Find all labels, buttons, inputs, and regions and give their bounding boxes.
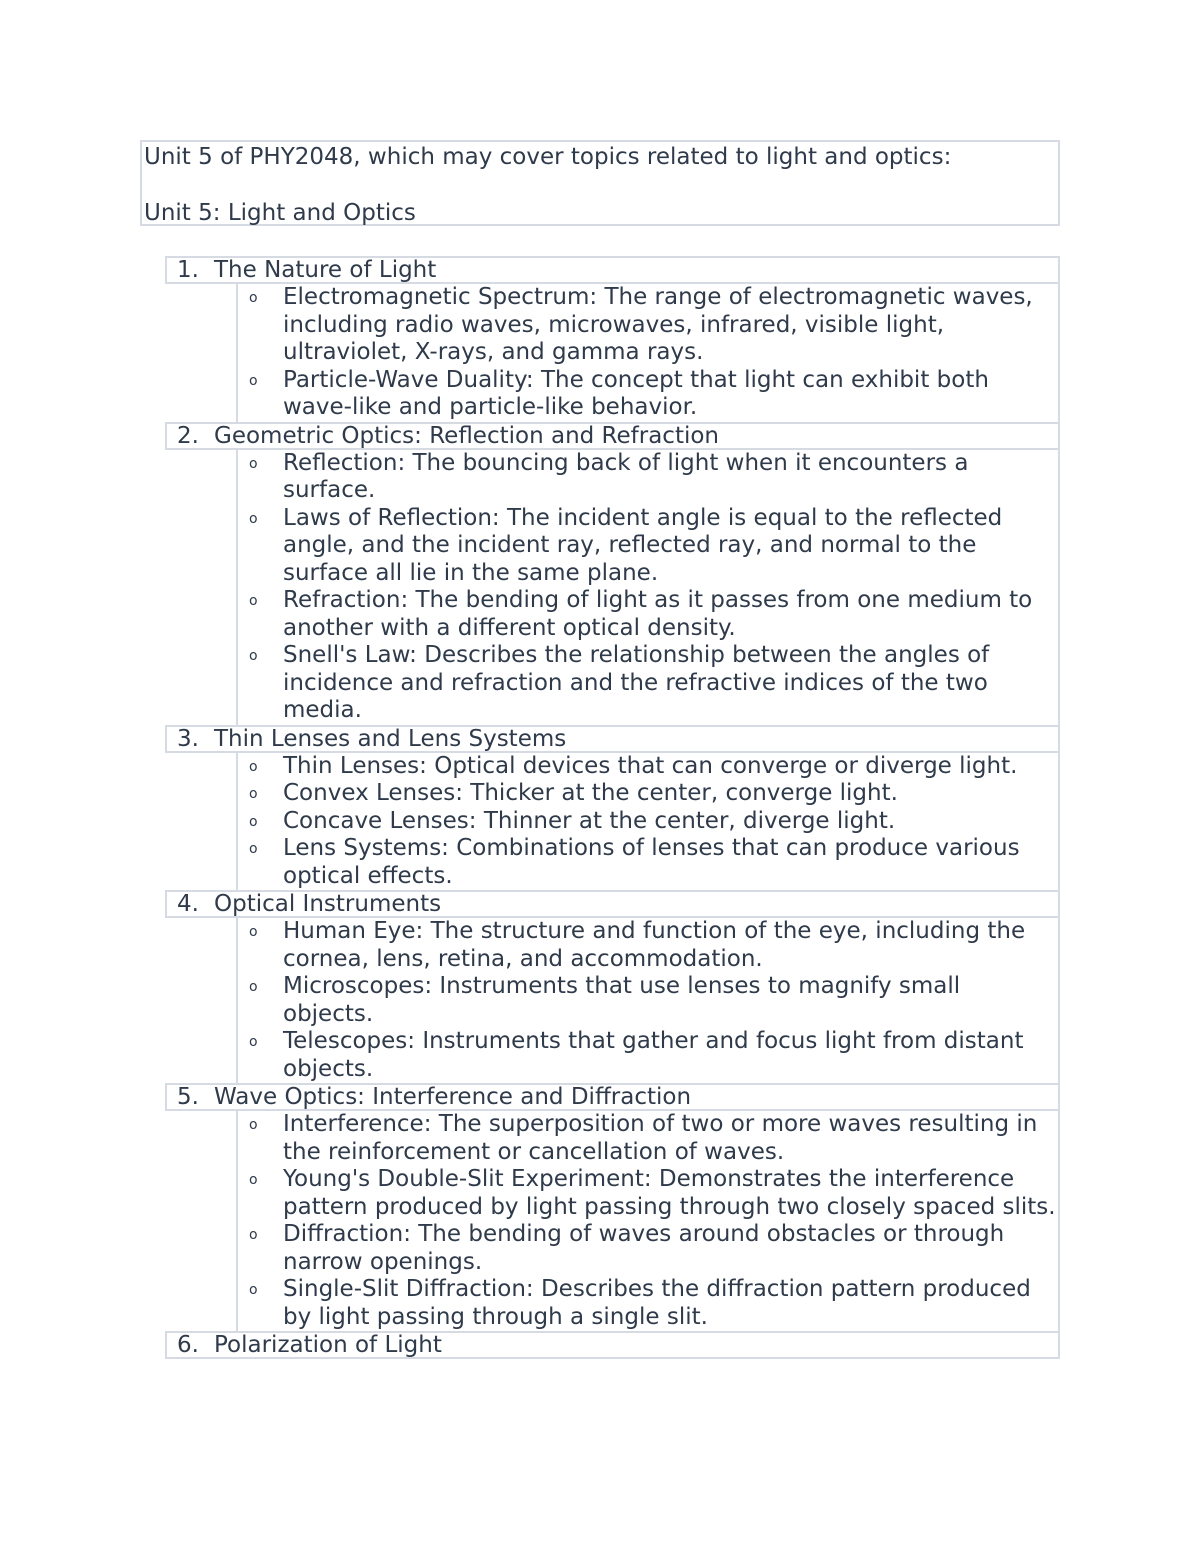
section-title: Optical Instruments bbox=[214, 891, 442, 917]
sub-item-list bbox=[236, 450, 1060, 725]
sub-item-list bbox=[236, 753, 1060, 891]
section-number: 1. bbox=[177, 257, 199, 283]
list-item-text: Telescopes: Instruments that gather and focus light from distant objects. bbox=[283, 1028, 1024, 1082]
list-item-text: Convex Lenses: Thicker at the center, converge light. bbox=[283, 780, 898, 806]
hollow-bullet-icon: o bbox=[249, 786, 258, 802]
section-heading bbox=[165, 890, 1060, 918]
outline-section bbox=[165, 1331, 1060, 1359]
section-heading bbox=[165, 725, 1060, 753]
section-title: Thin Lenses and Lens Systems bbox=[214, 725, 567, 752]
list-item-text: Human Eye: The structure and function of the eye, including the cornea, lens, retina, and accommodation. bbox=[283, 918, 1026, 972]
list-item bbox=[238, 918, 1058, 973]
section-number: 3. bbox=[177, 725, 199, 752]
section-title: Polarization of Light bbox=[214, 1332, 442, 1358]
list-item bbox=[238, 973, 1058, 1028]
section-heading bbox=[165, 1083, 1060, 1111]
list-item bbox=[238, 505, 1058, 588]
hollow-bullet-icon: o bbox=[249, 372, 258, 389]
hollow-bullet-icon: o bbox=[249, 648, 258, 664]
list-item-text: Interference: The superposition of two or more waves resulting in the reinforcement or cancellation of waves. bbox=[283, 1111, 1038, 1165]
section-title: The Nature of Light bbox=[214, 257, 437, 283]
list-item-text: Refraction: The bending of light as it passes from one medium to another with a different optical density. bbox=[283, 587, 1033, 641]
list-item bbox=[238, 284, 1058, 367]
list-item-text: Snell's Law: Describes the relationship between the angles of incidence and refraction and the refractive indices of the two media. bbox=[283, 642, 990, 723]
section-heading bbox=[165, 256, 1060, 284]
hollow-bullet-icon: o bbox=[249, 455, 258, 472]
list-item-text: Laws of Reflection: The incident angle is equal to the reflected angle, and the incident ray, reflected ray, and normal to the surface all lie in the same plane. bbox=[283, 504, 1003, 586]
hollow-bullet-icon: o bbox=[249, 1227, 258, 1243]
hollow-bullet-icon: o bbox=[249, 593, 258, 609]
hollow-bullet-icon: o bbox=[249, 979, 258, 995]
sub-item-list bbox=[236, 918, 1060, 1083]
list-item-text: Thin Lenses: Optical devices that can converge or diverge light. bbox=[283, 752, 1018, 779]
list-item-text: Particle-Wave Duality: The concept that light can exhibit both wave-like and particle-like behavior. bbox=[283, 366, 989, 420]
list-item-text: Concave Lenses: Thinner at the center, diverge light. bbox=[283, 807, 896, 834]
unit-heading: Unit 5: Light and Optics bbox=[144, 199, 416, 226]
hollow-bullet-icon: o bbox=[249, 1282, 258, 1298]
list-item-text: Diffraction: The bending of waves around obstacles or through narrow openings. bbox=[283, 1221, 1005, 1275]
hollow-bullet-icon: o bbox=[249, 290, 258, 306]
list-item bbox=[238, 450, 1058, 505]
list-item bbox=[238, 1276, 1058, 1331]
list-item bbox=[238, 1028, 1058, 1083]
sub-item-list bbox=[236, 1111, 1060, 1331]
intro-box bbox=[140, 140, 1060, 226]
list-item bbox=[238, 587, 1058, 642]
section-heading bbox=[165, 422, 1060, 450]
list-item bbox=[238, 1221, 1058, 1276]
list-item-text: Young's Double-Slit Experiment: Demonstrates the interference pattern produced by light passing through two closely spaced slits. bbox=[283, 1166, 1056, 1220]
list-item-text: Lens Systems: Combinations of lenses that can produce various optical effects. bbox=[283, 835, 1020, 889]
list-item bbox=[238, 835, 1058, 890]
list-item-text: Reflection: The bouncing back of light when it encounters a surface. bbox=[283, 449, 969, 503]
list-item bbox=[238, 780, 1058, 808]
hollow-bullet-icon: o bbox=[249, 1117, 258, 1133]
list-item-text: Microscopes: Instruments that use lenses to magnify small objects. bbox=[283, 973, 961, 1027]
list-item bbox=[238, 753, 1058, 781]
section-heading bbox=[165, 1331, 1060, 1359]
list-item bbox=[238, 642, 1058, 725]
outline-section bbox=[165, 1083, 1060, 1331]
hollow-bullet-icon: o bbox=[249, 813, 258, 830]
hollow-bullet-icon: o bbox=[249, 924, 258, 940]
hollow-bullet-icon: o bbox=[249, 510, 258, 527]
outline-section bbox=[165, 422, 1060, 725]
outline-section bbox=[165, 890, 1060, 1083]
sub-item-list bbox=[236, 284, 1060, 422]
section-number: 2. bbox=[177, 422, 199, 449]
intro-gap bbox=[144, 172, 1058, 200]
hollow-bullet-icon: o bbox=[249, 1034, 258, 1050]
section-number: 5. bbox=[177, 1084, 199, 1110]
outline-section bbox=[165, 256, 1060, 422]
list-item bbox=[238, 808, 1058, 836]
outline-section bbox=[165, 725, 1060, 891]
list-item-text: Electromagnetic Spectrum: The range of electromagnetic waves, including radio waves, microwaves, infrared, visible light, ultraviolet, X-rays, and gamma rays. bbox=[283, 284, 1033, 365]
hollow-bullet-icon: o bbox=[249, 841, 258, 857]
intro-line: Unit 5 of PHY2048, which may cover topics related to light and optics: bbox=[144, 144, 952, 170]
list-item bbox=[238, 1166, 1058, 1221]
list-item bbox=[238, 367, 1058, 422]
list-item bbox=[238, 1111, 1058, 1166]
hollow-bullet-icon: o bbox=[249, 758, 258, 775]
section-number: 4. bbox=[177, 891, 199, 917]
topic-outline bbox=[165, 256, 1060, 1359]
section-number: 6. bbox=[177, 1332, 199, 1358]
section-title: Wave Optics: Interference and Diffraction bbox=[214, 1084, 692, 1110]
section-title: Geometric Optics: Reflection and Refraction bbox=[214, 422, 720, 449]
list-item-text: Single-Slit Diffraction: Describes the diffraction pattern produced by light passing through a single slit. bbox=[283, 1276, 1031, 1330]
hollow-bullet-icon: o bbox=[249, 1172, 258, 1188]
